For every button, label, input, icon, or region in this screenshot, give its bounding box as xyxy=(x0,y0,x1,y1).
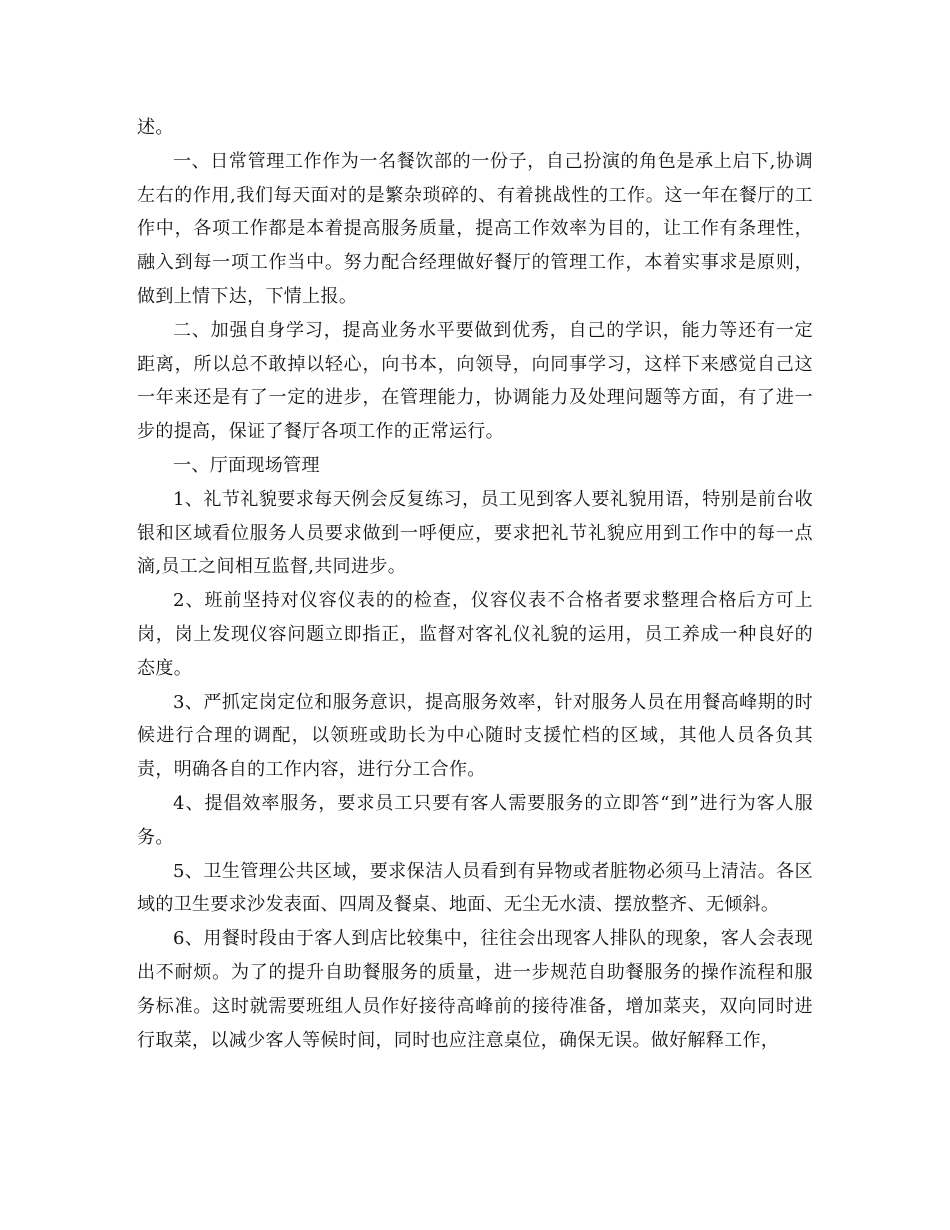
paragraph-daily-management: 一、日常管理工作作为一名餐饮部的一份子，自己扮演的角色是承上启下,协调左右的作用,我们每天面对的是繁杂琐碎的、有着挑战性的工作。这一年在餐厅的工作中，各项工作都是本着提高服务质量，提高工作效率为目的，让工作有条理性，融入到每一项工作当中。努力配合经理做好餐厅的管理工作，本着实事求是原则，做到上情下达，下情上报。 xyxy=(137,150,813,307)
paragraph-self-study: 二、加强自身学习，提高业务水平要做到优秀，自己的学识，能力等还有一定距离，所以总不敢掉以轻心，向书本，向领导，向同事学习，这样下来感觉自己这一年来还是有了一定的进步，在管理能力，协调能力及处理问题等方面，有了进一步的提高，保证了餐厅各项工作的正常运行。 xyxy=(137,319,813,443)
document-body xyxy=(137,111,813,1057)
list-item-appearance-check: 2、班前坚持对仪容仪表的的检查，仪容仪表不合格者要求整理合格后方可上岗，岗上发现仪容问题立即指正，监督对客礼仪礼貌的运用，员工养成一种良好的态度。 xyxy=(137,590,813,679)
section-heading-floor-management: 一、厅面现场管理 xyxy=(173,454,320,476)
paragraph-continuation: 述。 xyxy=(137,117,174,138)
list-item-courtesy: 1、礼节礼貌要求每天例会反复练习，员工见到客人要礼貌用语，特别是前台收银和区域看位服务人员要求做到一呼便应，要求把礼节礼貌应用到工作中的每一点滴,员工之间相互监督,共同进步。 xyxy=(137,488,813,578)
list-item-hygiene: 5、卫生管理公共区域，要求保洁人员看到有异物或者脏物必须马上清洁。各区域的卫生要求沙发表面、四周及餐桌、地面、无尘无水渍、摆放整齐、无倾斜。 xyxy=(137,860,813,916)
list-item-post-assignment: 3、严抓定岗定位和服务意识，提高服务效率，针对服务人员在用餐高峰期的时候进行合理的调配，以领班或助长为中心随时支援忙档的区域，其他人员各负其责，明确各自的工作内容，进行分工合作。 xyxy=(137,691,813,781)
list-item-peak-hours: 6、用餐时段由于客人到店比较集中，往往会出现客人排队的现象，客人会表现出不耐烦。为了的提升自助餐服务的质量，进一步规范自助餐服务的操作流程和服务标准。这时就需要班组人员作好接待高峰前的接待准备，增加菜夹，双向同时进行取菜，以减少客人等候时间，同时也应注意桌位，确保无误。做好解释工作， xyxy=(137,928,813,1051)
list-item-efficient-service: 4、提倡效率服务，要求员工只要有客人需要服务的立即答“到”进行为客人服务。 xyxy=(137,792,813,848)
